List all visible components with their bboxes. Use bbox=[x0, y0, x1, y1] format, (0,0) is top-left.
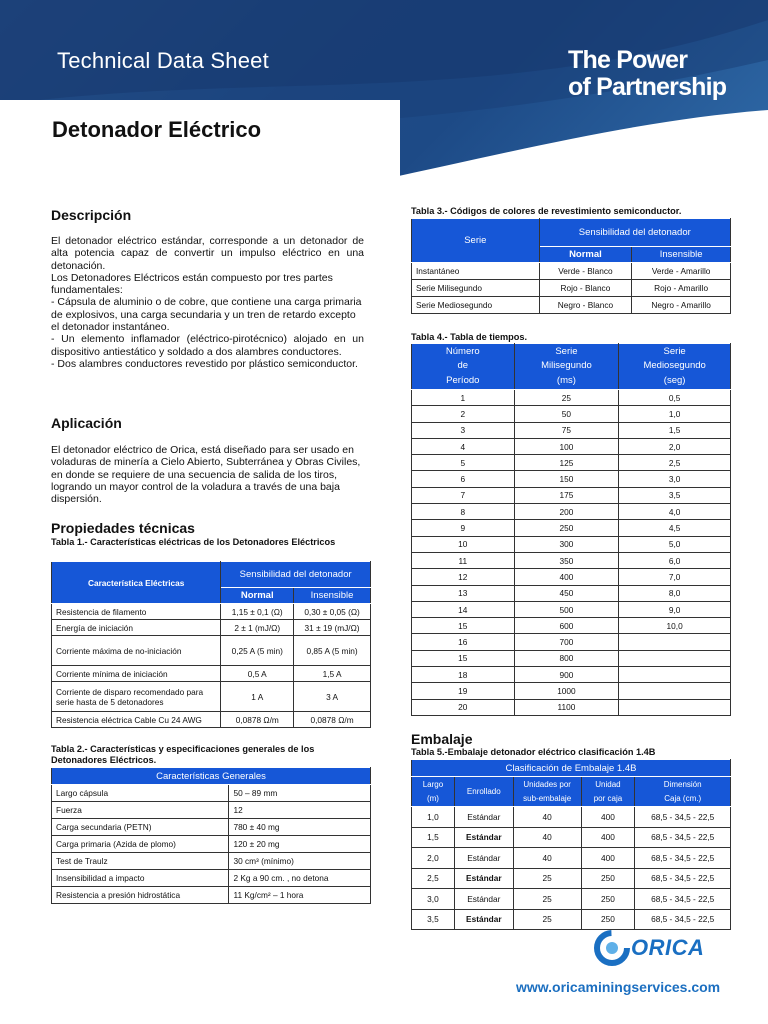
table-cell: Estándar bbox=[454, 868, 513, 889]
table-cell: 3,5 bbox=[619, 487, 731, 503]
table-row bbox=[412, 504, 731, 520]
table-row bbox=[412, 868, 731, 889]
table-cell: Rojo - Blanco bbox=[539, 280, 632, 297]
table-cell: 0,0878 Ω/m bbox=[221, 712, 294, 728]
tabla3-caption: Tabla 3.- Códigos de colores de revestimiento semiconductor. bbox=[411, 206, 682, 216]
table-cell: 1 A bbox=[221, 682, 294, 712]
table-row bbox=[412, 889, 731, 910]
table-row bbox=[52, 636, 371, 666]
table-cell: Resistencia eléctrica Cable Cu 24 AWG bbox=[52, 712, 221, 728]
table-cell: 50 bbox=[514, 406, 619, 422]
table-cell: Estándar bbox=[454, 807, 513, 828]
table-row bbox=[52, 870, 371, 887]
table-cell: 2,5 bbox=[619, 455, 731, 471]
table-cell: 6,0 bbox=[619, 552, 731, 568]
table-row bbox=[412, 618, 731, 634]
table-row bbox=[412, 634, 731, 650]
table-cell: Energía de iniciación bbox=[52, 620, 221, 636]
table-cell: 1100 bbox=[514, 699, 619, 715]
table-cell: 1,0 bbox=[412, 807, 455, 828]
table-row bbox=[412, 422, 731, 438]
table-row bbox=[412, 520, 731, 536]
table-cell: Rojo - Amarillo bbox=[632, 280, 731, 297]
table-cell: 25 bbox=[513, 909, 581, 930]
table-cell: 600 bbox=[514, 618, 619, 634]
table-cell: 68,5 - 34,5 - 22,5 bbox=[635, 889, 731, 910]
table-cell: 1,5 bbox=[619, 422, 731, 438]
table-cell: 12 bbox=[412, 569, 515, 585]
table-cell: 16 bbox=[412, 634, 515, 650]
table-cell: Corriente mínima de iniciación bbox=[52, 666, 221, 682]
table-cell: 400 bbox=[581, 807, 635, 828]
descripcion-p4: - Un elemento inflamador (eléctrico-pirotécnico) alojado en un dispositivo antiestático y soldado a dos alambres conductores. bbox=[51, 333, 364, 358]
tabla4-h1-line3: Período bbox=[446, 374, 480, 386]
table-cell: 150 bbox=[514, 471, 619, 487]
table-cell: 68,5 - 34,5 - 22,5 bbox=[635, 868, 731, 889]
tabla4-h2-line2: Milisegundo bbox=[541, 360, 592, 372]
table-row bbox=[412, 650, 731, 666]
table-cell: Test de Traulz bbox=[52, 853, 229, 870]
table-cell: 120 ± 20 mg bbox=[229, 836, 371, 853]
table-row bbox=[52, 853, 371, 870]
tabla5-h-unidad-2: por caja bbox=[593, 793, 623, 803]
table-cell: Resistencia de filamento bbox=[52, 604, 221, 620]
table-cell: 68,5 - 34,5 - 22,5 bbox=[635, 807, 731, 828]
table-cell: 10 bbox=[412, 536, 515, 552]
table-cell: 14 bbox=[412, 601, 515, 617]
table-cell: Corriente máxima de no-iniciación bbox=[52, 636, 221, 666]
table-cell: 0,0878 Ω/m bbox=[294, 712, 371, 728]
table-row bbox=[52, 604, 371, 620]
table-cell: 3,0 bbox=[412, 889, 455, 910]
table-cell: 2 bbox=[412, 406, 515, 422]
table-cell: 100 bbox=[514, 438, 619, 454]
table-row bbox=[52, 819, 371, 836]
table-cell: 2,5 bbox=[412, 868, 455, 889]
tabla4-h1-line1: Número bbox=[445, 345, 480, 357]
table-cell: Largo cápsula bbox=[52, 785, 229, 802]
tabla2 bbox=[51, 767, 371, 904]
table-cell: 19 bbox=[412, 683, 515, 699]
table-row bbox=[52, 682, 371, 712]
table-cell: 300 bbox=[514, 536, 619, 552]
table-cell: 3,5 bbox=[412, 909, 455, 930]
table-cell: 9 bbox=[412, 520, 515, 536]
table-row bbox=[412, 552, 731, 568]
table-row bbox=[412, 683, 731, 699]
table-cell: 11 bbox=[412, 552, 515, 568]
descripcion-heading: Descripción bbox=[51, 207, 132, 223]
tabla3-body bbox=[412, 263, 731, 314]
table-cell: 400 bbox=[581, 848, 635, 869]
tabla5-header-largo bbox=[412, 777, 455, 807]
table-row bbox=[412, 406, 731, 422]
table-row bbox=[52, 785, 371, 802]
table-cell: 2,0 bbox=[619, 438, 731, 454]
table-cell: 2 Kg a 90 cm. , no detona bbox=[229, 870, 371, 887]
orica-logo-text: ORICA bbox=[631, 935, 705, 960]
table-cell: 25 bbox=[513, 868, 581, 889]
table-row bbox=[412, 438, 731, 454]
table-cell: 780 ± 40 mg bbox=[229, 819, 371, 836]
tabla4-body bbox=[412, 390, 731, 716]
table-cell: 400 bbox=[514, 569, 619, 585]
tabla5-h-largo-1: Largo bbox=[422, 779, 444, 789]
descripcion-text bbox=[51, 235, 364, 370]
table-cell: Negro - Amarillo bbox=[632, 297, 731, 314]
table-row bbox=[52, 712, 371, 728]
tabla2-caption: Tabla 2.- Características y especificaciones generales de los Detonadores Eléctricos. bbox=[51, 744, 315, 765]
table-row bbox=[412, 297, 731, 314]
table-cell bbox=[619, 667, 731, 683]
table-cell: 11 Kg/cm² – 1 hora bbox=[229, 887, 371, 904]
table-cell: 68,5 - 34,5 - 22,5 bbox=[635, 909, 731, 930]
tabla1-body bbox=[52, 604, 371, 728]
table-cell: 1,15 ± 0,1 (Ω) bbox=[221, 604, 294, 620]
table-cell: 25 bbox=[514, 390, 619, 406]
table-cell bbox=[619, 634, 731, 650]
table-cell: 1,5 A bbox=[294, 666, 371, 682]
table-cell: 3 A bbox=[294, 682, 371, 712]
table-cell: 0,30 ± 0,05 (Ω) bbox=[294, 604, 371, 620]
table-cell: Carga secundaria (PETN) bbox=[52, 819, 229, 836]
tabla2-header: Características Generales bbox=[52, 768, 371, 785]
tabla1-header-insens: Insensible bbox=[294, 588, 371, 604]
table-cell: Negro - Blanco bbox=[539, 297, 632, 314]
descripcion-p5: - Dos alambres conductores revestido por plástico semiconductor. bbox=[51, 357, 358, 370]
table-cell: 75 bbox=[514, 422, 619, 438]
table-cell: 800 bbox=[514, 650, 619, 666]
table-cell: Verde - Amarillo bbox=[632, 263, 731, 280]
table-cell: 40 bbox=[513, 827, 581, 848]
table-cell: 1,0 bbox=[619, 406, 731, 422]
table-row bbox=[412, 487, 731, 503]
table-cell: Estándar bbox=[454, 848, 513, 869]
table-cell: 3 bbox=[412, 422, 515, 438]
table-cell: 68,5 - 34,5 - 22,5 bbox=[635, 827, 731, 848]
table-cell: 68,5 - 34,5 - 22,5 bbox=[635, 848, 731, 869]
tabla4-header-ms bbox=[514, 344, 619, 390]
table-cell bbox=[619, 650, 731, 666]
table-cell: 31 ± 19 (mJ/Ω) bbox=[294, 620, 371, 636]
table-cell: 3,0 bbox=[619, 471, 731, 487]
aplicacion-heading: Aplicación bbox=[51, 415, 122, 431]
table-cell: 2 ± 1 (mJ/Ω) bbox=[221, 620, 294, 636]
table-cell: 250 bbox=[581, 889, 635, 910]
table-cell: 250 bbox=[581, 909, 635, 930]
table-cell: Serie Mediosegundo bbox=[412, 297, 540, 314]
table-cell: 8,0 bbox=[619, 585, 731, 601]
table-cell: Fuerza bbox=[52, 802, 229, 819]
slogan-line2: of Partnership bbox=[568, 73, 727, 101]
tabla3-header-insens: Insensible bbox=[632, 247, 731, 263]
table-cell: 250 bbox=[514, 520, 619, 536]
table-row bbox=[52, 802, 371, 819]
table-row bbox=[412, 536, 731, 552]
table-cell bbox=[619, 699, 731, 715]
table-cell: 250 bbox=[581, 868, 635, 889]
table-cell: 175 bbox=[514, 487, 619, 503]
table-cell: 30 cm³ (mínimo) bbox=[229, 853, 371, 870]
table-cell: Verde - Blanco bbox=[539, 263, 632, 280]
table-cell: 200 bbox=[514, 504, 619, 520]
table-row bbox=[412, 263, 731, 280]
tabla2-body bbox=[52, 785, 371, 904]
table-cell: 5,0 bbox=[619, 536, 731, 552]
tabla1-caption: Tabla 1.- Características eléctricas de los Detonadores Eléctricos bbox=[51, 537, 336, 547]
table-cell: 10,0 bbox=[619, 618, 731, 634]
aplicacion-text: El detonador eléctrico de Orica, está diseñado para ser usado en voladuras de minería a Cielo Abierto, Subterránea y Obras Civiles, en donde se requiere de una secuencia de salida de los tiros, logrando un mayor control de la voladura a través de una baja dispersión. bbox=[51, 444, 361, 506]
tabla4-h3-line3: (seg) bbox=[663, 374, 686, 386]
table-cell: 50 – 89 mm bbox=[229, 785, 371, 802]
tabla3-header-sens: Sensibilidad del detonador bbox=[539, 219, 730, 247]
descripcion-p3: - Cápsula de aluminio o de cobre, que contiene una carga primaria de explosivos, una carga secundaria y un tren de retardo excepto el detonador instantáneo. bbox=[51, 296, 362, 334]
tabla1 bbox=[51, 561, 371, 728]
table-cell: Estándar bbox=[454, 827, 513, 848]
table-row bbox=[412, 280, 731, 297]
table-row bbox=[412, 455, 731, 471]
table-cell: 18 bbox=[412, 667, 515, 683]
footer-url[interactable]: www.oricaminingservices.com bbox=[516, 979, 721, 995]
table-row bbox=[412, 699, 731, 715]
tabla5-header-unidad bbox=[581, 777, 635, 807]
tabla3-header-serie: Serie bbox=[412, 219, 540, 263]
table-cell: 1000 bbox=[514, 683, 619, 699]
tabla4-h2-line1: Serie bbox=[555, 345, 578, 357]
tabla4-header-seg bbox=[619, 344, 731, 390]
table-cell: 0,5 A bbox=[221, 666, 294, 682]
table-row bbox=[412, 471, 731, 487]
sheet-title: Technical Data Sheet bbox=[57, 48, 269, 73]
table-row bbox=[412, 667, 731, 683]
table-cell: 0,85 A (5 min) bbox=[294, 636, 371, 666]
tabla5-h-unidades-2: sub-embalaje bbox=[523, 793, 572, 803]
table-row bbox=[412, 909, 731, 930]
tabla5-h-dim-1: Dimensión bbox=[663, 779, 702, 789]
table-cell: 40 bbox=[513, 807, 581, 828]
table-cell: Estándar bbox=[454, 909, 513, 930]
tabla5-body bbox=[412, 807, 731, 930]
tabla5-h-largo-2: (m) bbox=[426, 793, 439, 803]
table-cell: 4,5 bbox=[619, 520, 731, 536]
tabla1-header-normal: Normal bbox=[221, 588, 294, 604]
table-cell: 8 bbox=[412, 504, 515, 520]
tabla4-h1-line2: de bbox=[457, 360, 469, 372]
table-cell: 700 bbox=[514, 634, 619, 650]
table-row bbox=[52, 887, 371, 904]
table-cell: Corriente de disparo recomendado para serie hasta de 5 detonadores bbox=[52, 682, 221, 712]
table-cell: 1 bbox=[412, 390, 515, 406]
tabla4-h3-line2: Mediosegundo bbox=[643, 360, 706, 372]
tabla5-header-enrollado: Enrollado bbox=[454, 777, 513, 807]
table-cell: 0,5 bbox=[619, 390, 731, 406]
table-cell: 5 bbox=[412, 455, 515, 471]
descripcion-p2: Los Detonadores Eléctricos están compuesto por tres partes fundamentales: bbox=[51, 271, 333, 297]
table-cell: 20 bbox=[412, 699, 515, 715]
tabla5-caption: Tabla 5.-Embalaje detonador eléctrico clasificación 1.4B bbox=[411, 747, 656, 757]
tabla4 bbox=[411, 343, 731, 716]
tabla1-header-caract: Característica Eléctricas bbox=[52, 562, 221, 604]
table-cell: Instantáneo bbox=[412, 263, 540, 280]
table-cell: 15 bbox=[412, 618, 515, 634]
table-cell: 350 bbox=[514, 552, 619, 568]
table-cell: Serie Milisegundo bbox=[412, 280, 540, 297]
table-row bbox=[412, 827, 731, 848]
tabla3-header-normal: Normal bbox=[539, 247, 632, 263]
tabla1-header-sens: Sensibilidad del detonador bbox=[221, 562, 371, 588]
tabla4-header-periodo bbox=[412, 344, 515, 390]
table-row bbox=[52, 836, 371, 853]
table-cell bbox=[619, 683, 731, 699]
tabla4-caption: Tabla 4.- Tabla de tiempos. bbox=[411, 332, 528, 342]
tabla3 bbox=[411, 218, 731, 314]
table-cell: 4,0 bbox=[619, 504, 731, 520]
descripcion-p1: El detonador eléctrico estándar, corresponde a un detonador de alta potencia capaz de convertir un impulso eléctrico en una detonación. bbox=[51, 235, 364, 272]
table-cell: 15 bbox=[412, 650, 515, 666]
slogan-line1: The Power bbox=[568, 46, 688, 74]
table-cell: 125 bbox=[514, 455, 619, 471]
document-title: Detonador Eléctrico bbox=[52, 117, 262, 142]
tabla5-h-unidades-1: Unidades por bbox=[523, 779, 571, 789]
table-cell: 9,0 bbox=[619, 601, 731, 617]
table-cell: 6 bbox=[412, 471, 515, 487]
propiedades-heading: Propiedades técnicas bbox=[51, 520, 195, 536]
tabla5-header: Clasificación de Embalaje 1.4B bbox=[412, 760, 731, 777]
table-cell: 1,5 bbox=[412, 827, 455, 848]
table-row bbox=[412, 390, 731, 406]
table-cell: 4 bbox=[412, 438, 515, 454]
table-row bbox=[412, 848, 731, 869]
table-cell: 400 bbox=[581, 827, 635, 848]
table-row bbox=[412, 569, 731, 585]
table-cell: 12 bbox=[229, 802, 371, 819]
tabla5-header-unidades bbox=[513, 777, 581, 807]
table-row bbox=[52, 620, 371, 636]
table-cell: 7 bbox=[412, 487, 515, 503]
table-row bbox=[412, 601, 731, 617]
table-row bbox=[412, 807, 731, 828]
table-cell: Carga primaria (Azida de plomo) bbox=[52, 836, 229, 853]
table-cell: 500 bbox=[514, 601, 619, 617]
tabla5-h-unidad-1: Unidad bbox=[595, 779, 621, 789]
table-cell: 450 bbox=[514, 585, 619, 601]
table-cell: 2,0 bbox=[412, 848, 455, 869]
tabla5 bbox=[411, 759, 731, 930]
table-cell: 900 bbox=[514, 667, 619, 683]
table-cell: 40 bbox=[513, 848, 581, 869]
table-cell: 13 bbox=[412, 585, 515, 601]
table-cell: Resistencia a presión hidrostática bbox=[52, 887, 229, 904]
orica-swirl-icon bbox=[592, 928, 632, 968]
table-cell: 0,25 A (5 min) bbox=[221, 636, 294, 666]
table-cell: 7,0 bbox=[619, 569, 731, 585]
table-row bbox=[52, 666, 371, 682]
embalaje-heading: Embalaje bbox=[411, 731, 473, 747]
table-cell: 25 bbox=[513, 889, 581, 910]
table-row bbox=[412, 585, 731, 601]
table-cell: Estándar bbox=[454, 889, 513, 910]
tabla4-h3-line1: Serie bbox=[663, 345, 686, 357]
table-cell: Insensibilidad a impacto bbox=[52, 870, 229, 887]
tabla5-header-dimension bbox=[635, 777, 731, 807]
tabla4-h2-line3: (ms) bbox=[556, 374, 576, 386]
tabla5-h-dim-2: Caja (cm.) bbox=[664, 793, 702, 803]
